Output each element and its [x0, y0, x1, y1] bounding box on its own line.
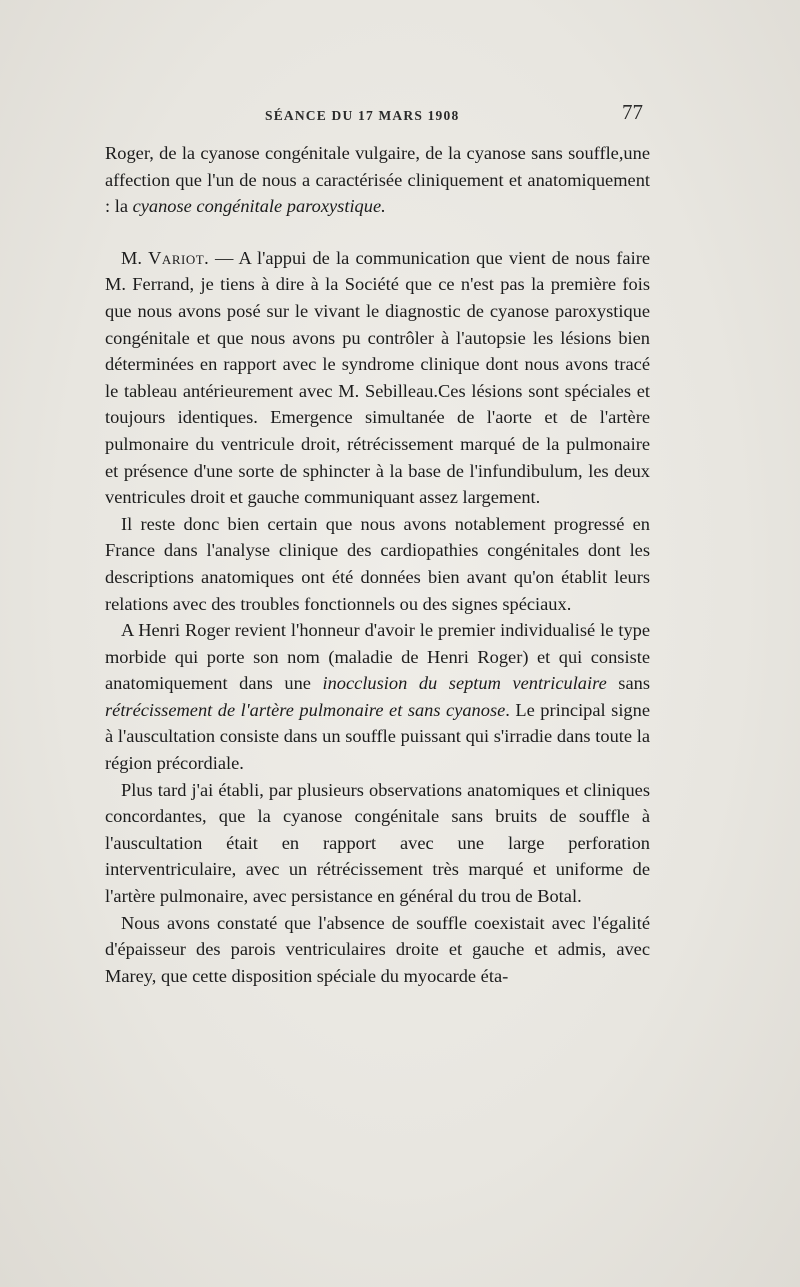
- paragraph-4: [105, 617, 650, 777]
- paragraph-4-italic-b: rétrécissement de l'artère pulmonaire et sans cyanose: [105, 699, 506, 720]
- page-header: [105, 100, 653, 130]
- paragraph-2-text: . — A l'appui de la communication que vient de nous faire M. Ferrand, je tiens à dire à la Société que ce n'est pas la première fois que nous avons posé sur le vivant le diagnostic de cyanose paroxystique congénitale et que nous avons pu contrôler à l'autopsie les lésions bien déterminées en rapport avec le syndrome clinique dont nous avons tracé le tableau antérieurement avec M. Sebilleau.Ces lésions sont spéciales et toujours identiques. Emergence simultanée de l'aorte et de l'artère pulmonaire du ventricule droit, rétrécissement marqué de la pulmonaire et présence d'une sorte de sphincter à la base de l'infundibulum, les deux ventricules droit et gauche communiquant assez largement.: [105, 247, 650, 508]
- running-title: SÉANCE DU 17 MARS 1908: [265, 108, 460, 123]
- page-number: 77: [622, 100, 643, 124]
- speaker-name: Variot: [148, 247, 205, 268]
- paragraph-5: Plus tard j'ai établi, par plusieurs observations anatomiques et cliniques concordantes, que la cyanose congénitale sans bruits de souffle à l'auscultation était en rapport avec une large perforation interventriculaire, avec un rétrécissement très marqué et uniforme de l'artère pulmonaire, avec persistance en général du trou de Botal.: [105, 779, 650, 907]
- paragraph-1: [105, 140, 650, 220]
- paragraph-3: Il reste donc bien certain que nous avons notablement progressé en France dans l'analyse clinique des cardiopathies congénitales dont les descriptions anatomiques ont été données bien avant qu'on établit leurs relations avec des troubles fonctionnels ou des signes spéciaux.: [105, 513, 650, 614]
- paragraph-6: Nous avons constaté que l'absence de souffle coexistait avec l'égalité d'épaisseur des parois ventriculaires droite et gauche et admis, avec Marey, que cette disposition spéciale du myocarde éta-: [105, 912, 650, 986]
- paragraph-4-text-a: A Henri Roger revient l'honneur d'avoir le premier individualisé le type morbide qui porte son nom (maladie de Henri Roger) et qui consiste anatomiquement dans une: [105, 620, 650, 694]
- paragraph-4-text-e: . Le principal signe à l'auscultation consiste dans un souffle puissant qui s'irradie dans toute la région précordiale.: [105, 699, 650, 774]
- speaker-prefix: M.: [121, 247, 149, 268]
- paragraph-4-text-c: sans: [606, 673, 650, 694]
- body-text: [105, 140, 650, 989]
- paragraph-2: [105, 245, 650, 511]
- paragraph-1-text: Roger, de la cyanose congénitale vulgaire, de la cyanose sans souffle,une affection que l'un de nous a caractérisée cliniquement et anatomiquement : la: [105, 143, 650, 217]
- paragraph-4-italic-a: inocclusion du septum ventriculaire: [322, 673, 607, 694]
- paragraph-1-italic: cyanose congénitale paroxystique.: [132, 196, 386, 217]
